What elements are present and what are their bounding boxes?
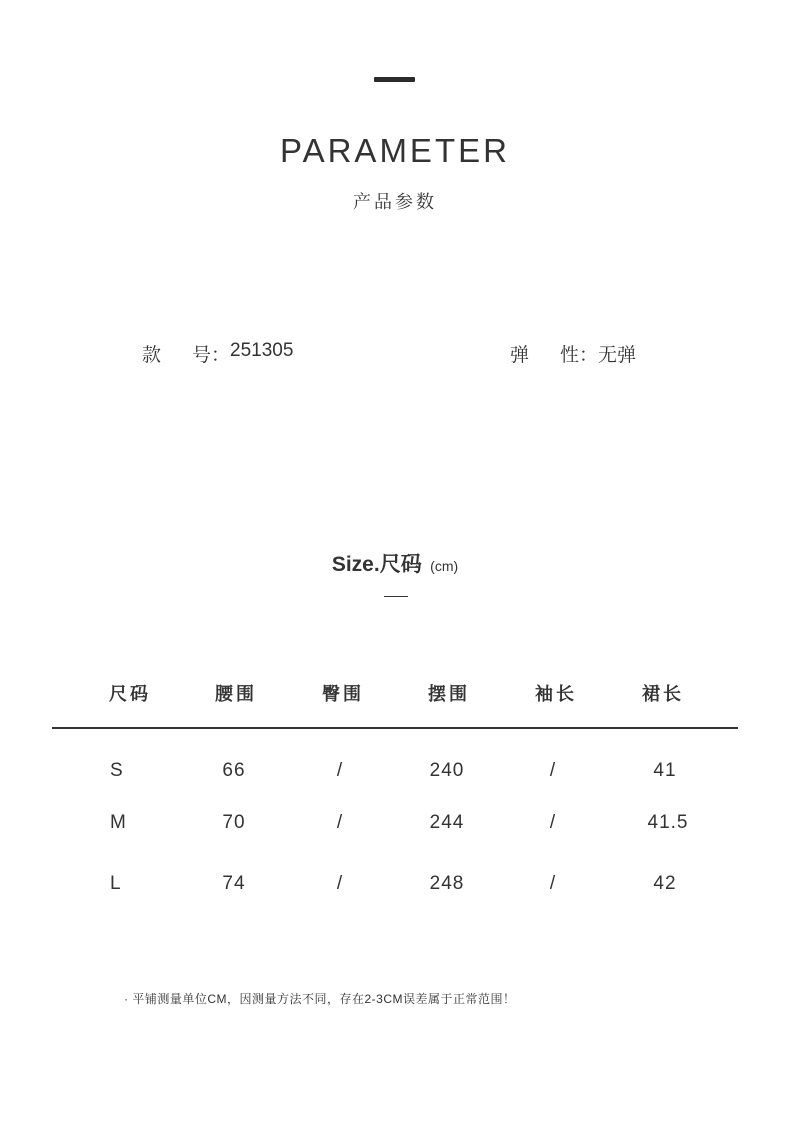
cell-size: L	[110, 873, 122, 894]
header-sleeve: 袖长	[535, 684, 577, 704]
cell-waist: 66	[222, 760, 246, 781]
cell-hip: /	[336, 760, 344, 781]
header-waist: 腰围	[215, 684, 257, 704]
cell-skirt-length: 42	[653, 873, 677, 894]
cell-hem: 240	[429, 760, 465, 781]
cell-hip: /	[336, 812, 344, 833]
cell-skirt-length: 41	[653, 760, 677, 781]
cell-hem: 244	[429, 812, 465, 833]
table-row	[0, 760, 790, 784]
elasticity-info	[510, 340, 636, 367]
cell-sleeve: /	[549, 812, 557, 833]
cell-size: M	[110, 812, 127, 833]
measurement-note: · 平铺测量单位CM，因测量方法不同，存在2-3CM误差属于正常范围！	[124, 992, 516, 1006]
table-divider	[52, 727, 738, 729]
page-title: PARAMETER	[280, 132, 510, 169]
cell-size: S	[110, 760, 124, 781]
cell-hip: /	[336, 873, 344, 894]
header-hip: 臀围	[322, 684, 364, 704]
elastic-label-2: 性：	[560, 345, 599, 366]
size-title-text: Size.尺码	[331, 553, 422, 576]
table-row	[0, 873, 790, 897]
header-size: 尺码	[109, 684, 151, 704]
style-label-2: 号：	[192, 345, 231, 366]
top-accent-bar	[374, 77, 415, 82]
style-value: 251305	[230, 340, 294, 361]
cell-sleeve: /	[549, 873, 557, 894]
style-label: 款	[142, 345, 162, 366]
elastic-label: 弹	[510, 345, 530, 366]
header-hem: 摆围	[428, 684, 470, 704]
size-section-title	[0, 548, 790, 578]
cell-waist: 70	[222, 812, 246, 833]
size-table-header	[0, 680, 790, 706]
style-number-info	[142, 340, 293, 367]
cell-hem: 248	[429, 873, 465, 894]
size-underline	[384, 596, 408, 597]
cell-sleeve: /	[549, 760, 557, 781]
elastic-value: 无弹	[598, 345, 637, 366]
table-row	[0, 812, 790, 836]
page-subtitle: 产品参数	[353, 192, 437, 212]
header-skirt-length: 裙长	[642, 684, 684, 704]
cell-skirt-length: 41.5	[647, 812, 689, 833]
cell-waist: 74	[222, 873, 246, 894]
size-unit: (cm)	[430, 558, 459, 574]
